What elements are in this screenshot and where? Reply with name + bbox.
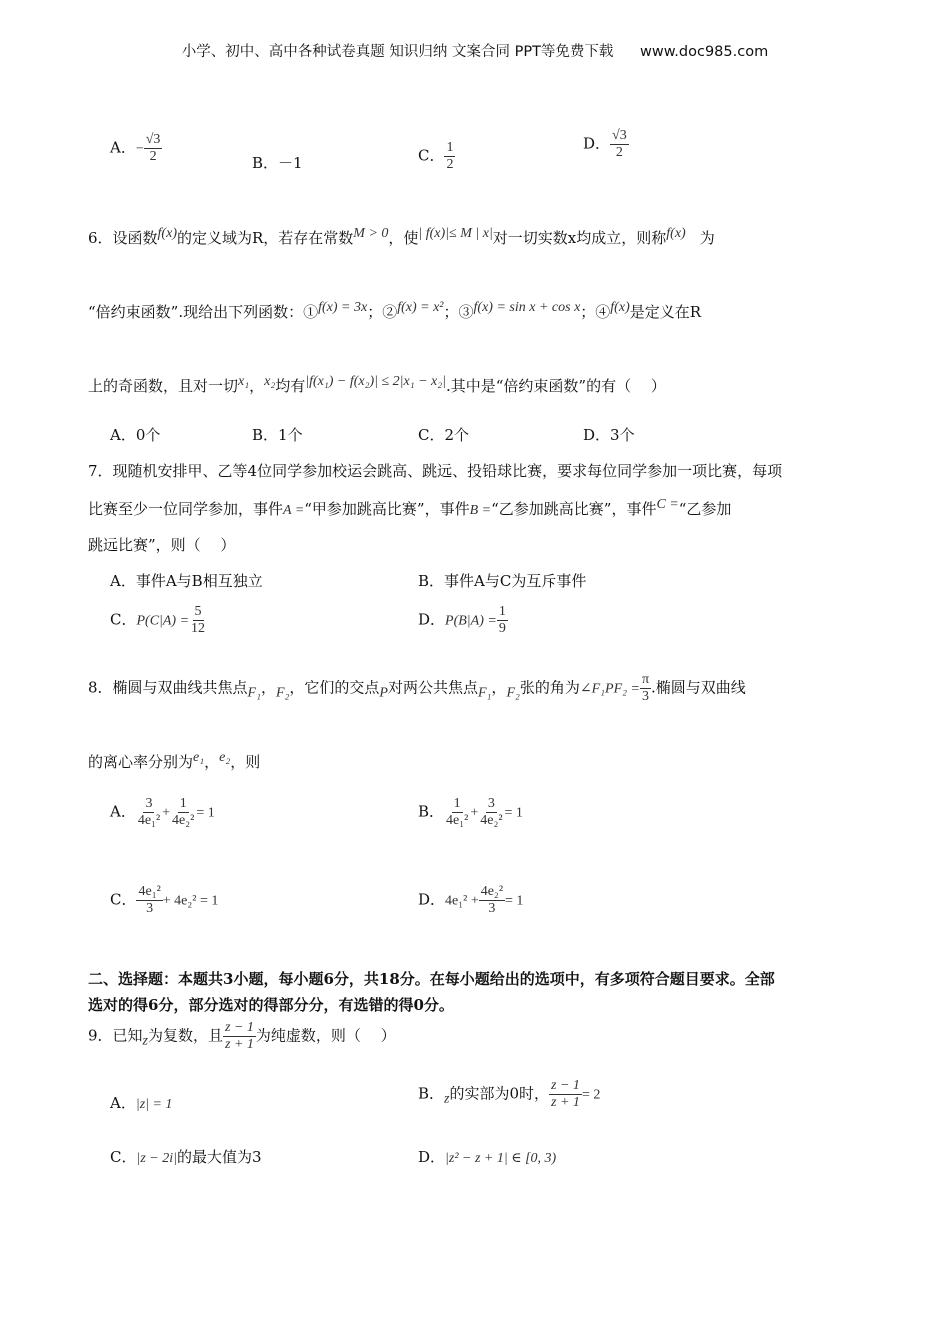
section-2-heading-line-2: 选对的得6分，部分选对的得部分分，有选错的得0分。 bbox=[88, 996, 454, 1014]
q8-option-b: B． $\frac{1}{\text{4e₁²}}$ + $\frac{3}{\text{4e₂²}}$ = 1 bbox=[418, 796, 523, 829]
q6-option-c: C．2个 bbox=[418, 426, 470, 444]
q8-line-2: 的离心率分别为$^{e_1}$，$^{e_2}$，则 bbox=[88, 750, 261, 771]
q6-line-2: “倍约束函数”.现给出下列函数：①$^{f(x) = 3x}$；②$^{f(x) = x^2}$；③$^{f(x) = sin x + cos x}$；④$^{f(x)}$是定义在R bbox=[88, 300, 702, 321]
q7-option-d: D．P(B|A) = $\frac{1}{9}$ bbox=[418, 604, 506, 637]
q5-option-d: D． $\frac{√3}{2}$ bbox=[583, 128, 627, 161]
q5-option-b: B．－1 bbox=[252, 154, 303, 172]
section-2-heading-line-1: 二、选择题：本题共3小题，每小题6分，共18分。在每小题给出的选项中，有多项符合题目要求。全部 bbox=[88, 970, 775, 988]
q7-option-b: B．事件A与C为互斥事件 bbox=[418, 572, 587, 590]
q6-option-d: D．3个 bbox=[583, 426, 635, 444]
q8-option-c: C． $\frac{\text{4e₁²}}{3}$ + 4e₂² = 1 bbox=[110, 884, 219, 917]
q6-option-a: A．0个 bbox=[110, 426, 161, 444]
q6-line-1: 6．设函数$^{f(x)}$的定义域为R，若存在常数$^{M > 0}$，使$^{| f(x)|\le M | x|}$对一切实数x均成立，则称$^{f(x)}$ 为 bbox=[88, 226, 715, 247]
q6-option-b: B．1个 bbox=[252, 426, 303, 444]
q9-option-d: D．|z² − z + 1| ∈ [0, 3) bbox=[418, 1148, 557, 1166]
q5-option-a: A．− $\frac{√3}{2}$ bbox=[110, 132, 161, 165]
q7-option-a: A．事件A与B相互独立 bbox=[110, 572, 263, 590]
q7-line-2: 比赛至少一位同学参加，事件A =“甲参加跳高比赛”，事件B =“乙参加跳高比赛”，事件$^{C =}$“乙参加 bbox=[88, 497, 732, 518]
page-header bbox=[0, 40, 950, 61]
q7-line-3: 跳远比赛”，则（ ） bbox=[88, 536, 236, 554]
q7-option-c: C．P(C|A) = $\frac{5}{12}$ bbox=[110, 604, 206, 637]
q7-line-1: 7．现随机安排甲、乙等4位同学参加校运会跳高、跳远、投铅球比赛，要求每位同学参加一项比赛，每项 bbox=[88, 462, 783, 480]
q9-option-a: A．|z| = 1 bbox=[110, 1094, 173, 1112]
q5-a-fraction: $\frac{√3}{2}$ bbox=[145, 132, 161, 165]
header-url: www.doc985.com bbox=[640, 44, 769, 60]
q6-line-3: 上的奇函数，且对一切$^{x_1}$，$^{x_2}$均有$^{|f(x_1) - f(x_2)| \le 2|x_1 - x_2|}$.其中是“倍约束函数”的有（ ） bbox=[88, 374, 666, 395]
q9-option-b: B．$_z$的实部为0时， $\frac{z - 1}{z + 1}$ = 2 bbox=[418, 1078, 601, 1111]
q9-option-c: C．|z − 2i|的最大值为3 bbox=[110, 1148, 262, 1166]
q8-option-a: A． $\frac{3}{\text{4e₁²}}$ + $\frac{1}{\text{4e₂²}}$ = 1 bbox=[110, 796, 215, 829]
q9-stem: 9．已知$_z$为复数，且 $\frac{z - 1}{z + 1}$ 为纯虚数，则（ ） bbox=[88, 1020, 396, 1053]
q5-option-c: C． $\frac{1}{2}$ bbox=[418, 140, 454, 173]
header-left-text: 小学、初中、高中各种试卷真题 知识归纳 文案合同 PPT等免费下载 bbox=[181, 44, 614, 60]
q8-line-1: 8．椭圆与双曲线共焦点$_{F_1}$，$_{F_2}$，它们的交点$_P$对两公共焦点$_{F_1}$，$_{F_2}$张的角为∠F₁PF₂ = $\frac{\pi}{3}$ .椭圆与双曲线 bbox=[88, 672, 746, 705]
q8-option-d: D．4e₁² + $\frac{\text{4e₂²}}{3}$ = 1 bbox=[418, 884, 524, 917]
